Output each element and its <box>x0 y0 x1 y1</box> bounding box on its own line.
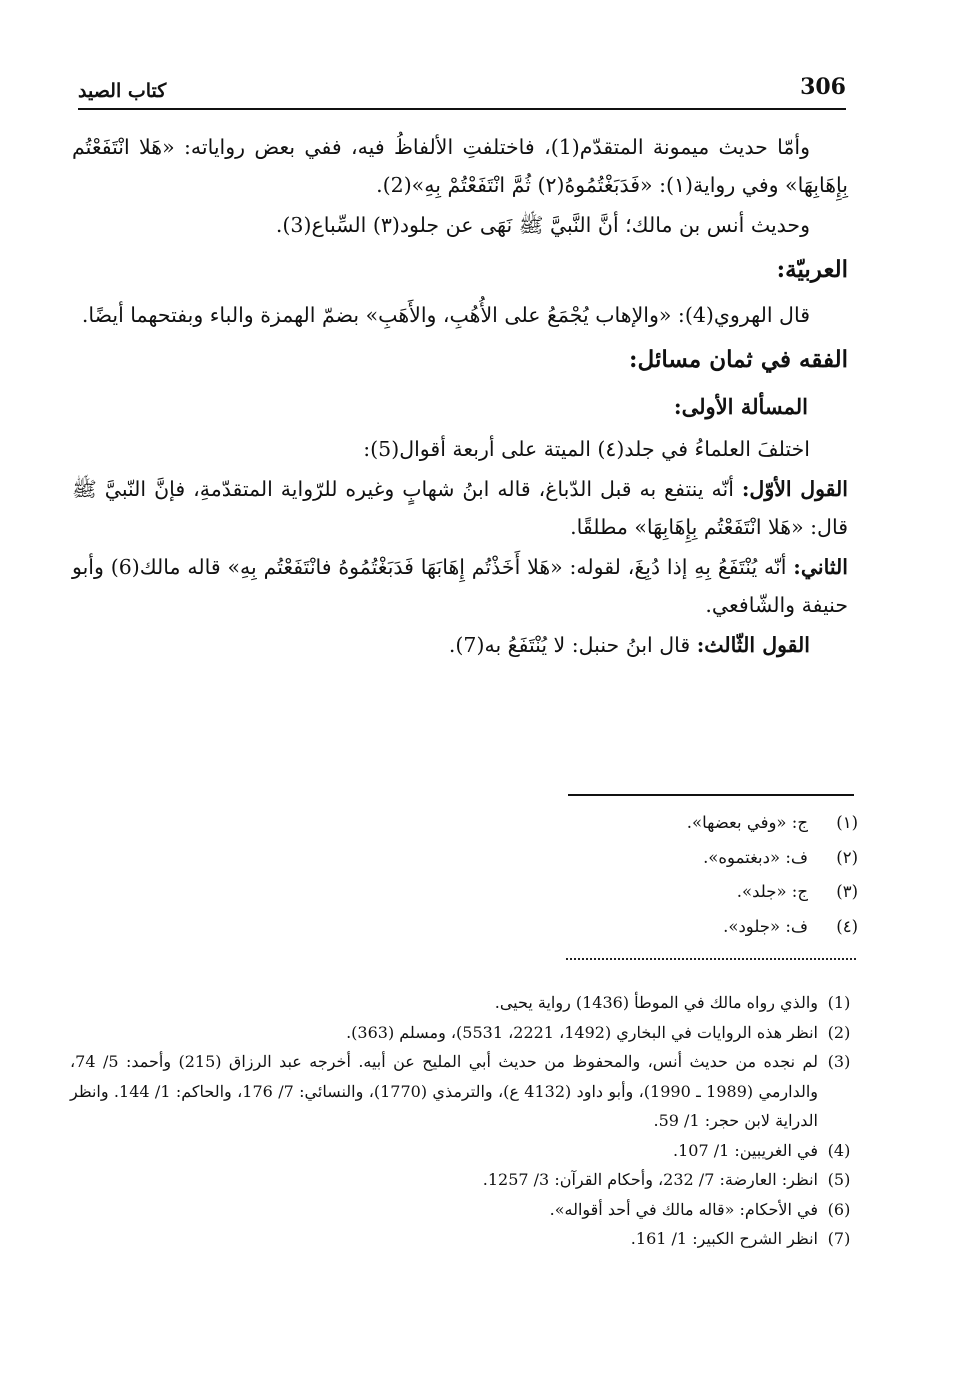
manuscript-note <box>500 910 858 945</box>
footnote-number: (1) <box>827 993 851 1012</box>
header-rule <box>78 108 846 110</box>
manuscript-notes <box>500 806 858 944</box>
main-text <box>72 128 848 666</box>
footnote-text: والذي رواه مالك في الموطأ (1436) رواية يحيى. <box>494 993 818 1012</box>
section-heading-fiqh: الفقه في ثمان مسائل: <box>629 346 848 373</box>
footnote <box>70 1047 860 1136</box>
manuscript-note <box>500 841 858 876</box>
footnote <box>70 1195 860 1225</box>
running-title: كتاب الصيد <box>78 80 167 102</box>
footnote-text: لم نجده من حديث أنس، والمحفوظ من حديث أبي المليح عن أبيه. أخرجه عبد الرزاق (215) وأحمد: 5/ 74، والدارمي (1989 ـ 1990)، وأبو داود (4132 ع)، والترمذي (1770)، والنسائي: 7/ 176، والحاكم: 1/ 144. وانظر الدراية لابن حجر: 1/ 59. <box>70 1052 819 1130</box>
footnote-number: (6) <box>827 1199 851 1219</box>
section-heading-arabiya: العربيّة: <box>776 256 848 283</box>
footnote <box>70 1136 860 1166</box>
footnote-text: انظر هذه الروايات في البخاري (1492، 2221، 5531)، ومسلم (363). <box>346 1022 818 1042</box>
footnote-text: انظر الشرح الكبير: 1/ 161. <box>630 1229 818 1248</box>
manuscript-note-text: ج: «جلد». <box>736 882 808 901</box>
footnote-text: في الغريبين: 1/ 107. <box>672 1140 818 1160</box>
paragraph-harawi: قال الهروي(4): «والإهاب يُجْمَعُ على الأُهُبِ، والأَهَبِ» بضمّ الهمزة والباء وبفتحهما أيضًا. <box>81 303 810 327</box>
footnotes <box>70 988 860 1254</box>
footnote-number: (7) <box>827 1229 851 1248</box>
opinion-two-label: الثاني: <box>793 555 848 579</box>
paragraph-opinion-three <box>72 626 848 664</box>
dotted-separator <box>566 958 856 960</box>
footnote <box>70 1224 860 1254</box>
manuscript-note-number: (٤) <box>836 916 858 936</box>
opinion-one-text: أنّه ينتفع به قبل الدّباغ، قاله ابنُ شهابٍ وغيره للرّواية المتقدّمةِ، فإنَّ النّبيَّ ﷺ قال: «هَلا انْتَفَعْتُم بِإِهَابِهَا» مطلقًا. <box>72 477 848 539</box>
manuscript-note <box>500 806 858 841</box>
paragraph-opinion-two <box>72 548 848 624</box>
manuscript-note-number: (٣) <box>836 882 858 901</box>
footnote <box>70 1018 860 1048</box>
paragraph-maimuna-hadith: وأمّا حديث ميمونة المتقدّم(1)، فاختلفتِ الألفاظُ فيه، ففي بعض رواياته: «هَلا انْتَفَعْتُم بِإِهَابِهَا» وفي رواية(١): «فَدَبَغْتُمُوهُ(٢) ثُمَّ انْتَفَعْتُمْ بِهِ»(2). <box>72 135 848 197</box>
footnote-rule <box>568 794 854 796</box>
footnote-text: في الأحكام: «قاله مالك في أحد أقواله». <box>549 1199 818 1219</box>
paragraph-opinion-one <box>72 470 848 546</box>
footnote-number: (2) <box>827 1022 851 1042</box>
footnote-number: (4) <box>827 1140 851 1160</box>
opinion-three-text: قال ابنُ حنبل: لا يُنْتَفَعُ به(7). <box>448 633 691 657</box>
opinion-one-label: القول الأوّل: <box>741 477 848 501</box>
manuscript-note-text: ف: «جلود». <box>723 916 808 936</box>
manuscript-note-text: ف: «دبغتموه». <box>703 847 808 867</box>
paragraph-anas-hadith: وحديث أنس بن مالك؛ أنَّ النَّبيَّ ﷺ نَهَى عن جلود(٣) السِّباع(3). <box>275 213 810 237</box>
manuscript-note <box>500 875 858 910</box>
page-header <box>78 74 846 108</box>
manuscript-note-number: (٢) <box>836 847 858 867</box>
opinion-two-text: أنّه يُنْتَفَعُ بِهِ إذا دُبِغَ، لقوله: «هَلا أَخَذْتُم إِهَابَهَا فَدَبَغْتُمُوهُ فانْتَفَعْتُم بِهِ» قاله مالك(6) وأبو حنيفة والشّافعي. <box>72 555 848 617</box>
opinion-three-label: القول الثّالث: <box>696 633 810 657</box>
subheading-first-issue: المسألة الأولى: <box>673 394 808 419</box>
manuscript-note-number: (١) <box>836 813 858 832</box>
paragraph-four-opinions: اختلفَ العلماءُ في جلد(٤) الميتة على أربعة أقوال(5): <box>363 437 810 461</box>
footnote-number: (3) <box>827 1052 851 1071</box>
footnote-text: انظر: العارضة: 7/ 232، وأحكام القرآن: 3/ 1257. <box>482 1170 818 1189</box>
footnote-number: (5) <box>827 1170 851 1189</box>
footnote <box>70 988 860 1018</box>
manuscript-note-text: ج: «وفي بعضها». <box>686 813 808 832</box>
page-number: 306 <box>800 74 846 100</box>
footnote <box>70 1165 860 1195</box>
